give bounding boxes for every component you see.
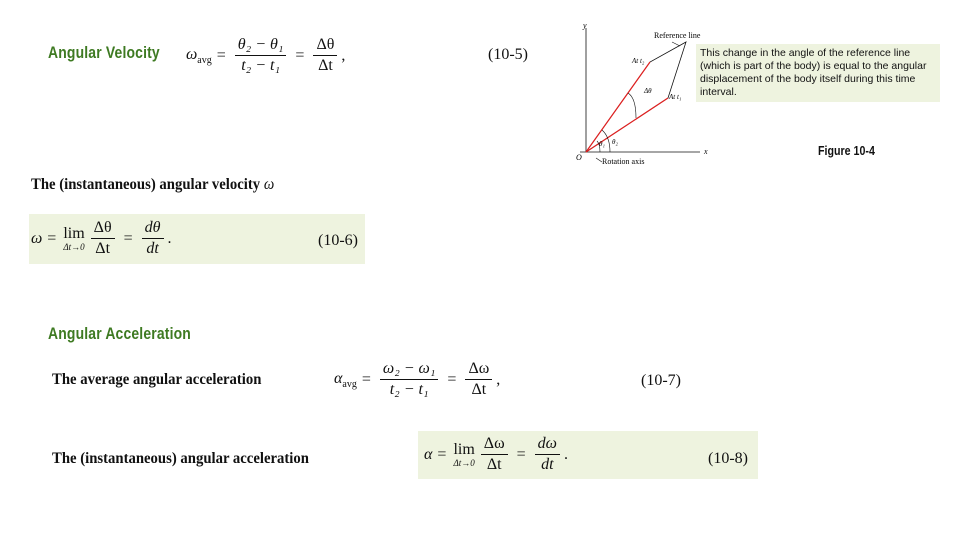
delta-theta-arc	[628, 93, 636, 118]
average-acceleration-text: The average angular acceleration	[52, 371, 262, 388]
figure-caption: Figure 10-4	[818, 143, 875, 158]
delta-theta-label: Δθ	[644, 87, 652, 95]
reference-line-t2	[586, 62, 650, 152]
instantaneous-acceleration-text: The (instantaneous) angular acceleration	[52, 450, 309, 467]
angular-acceleration-heading: Angular Acceleration	[48, 324, 191, 343]
reference-line-pointer	[672, 42, 680, 46]
equation-number: (10-5)	[488, 46, 528, 63]
equation-number: (10-7)	[641, 372, 681, 389]
eq-lhs: $\omega_{avg}$	[186, 45, 212, 66]
figure-note: This change in the angle of the reference line (which is part of the body) is equal to the angular displacement of the body itself during this time interval.	[696, 44, 940, 102]
equation-number: (10-8)	[708, 450, 748, 467]
equation-10-5: $\omega_{avg}$ = $\frac{\text{θ₂ − θ₁}}{\text{t₂ − t₁}}$ = $\frac{\Delta\theta}{\Delta t}$ ,	[186, 36, 346, 75]
reference-line-label: Reference line	[654, 31, 701, 40]
equation-10-6: ω = lim Δt→0 $\frac{\Delta\theta}{\Delta t}$ = $\frac{d\theta}{dt}$ .	[31, 219, 172, 258]
theta2-label: θ₂	[612, 138, 618, 146]
fraction: $\frac{\Delta\theta}{\Delta t}$	[313, 36, 337, 76]
origin-label: O	[576, 153, 582, 162]
x-axis-label: x	[704, 147, 708, 156]
t2-label: At t₂	[632, 57, 645, 65]
equation-number: (10-6)	[318, 232, 358, 249]
equation-10-8: α = lim Δt→0 $\frac{\Delta\omega}{\Delta t}$ = $\frac{d\omega}{dt}$ .	[424, 435, 568, 474]
theta1-label: θ₁	[599, 140, 605, 148]
fraction: $\frac{\text{θ₂ − θ₁}}{\text{t₂ − t₁}}$	[235, 36, 287, 76]
instantaneous-velocity-text: The (instantaneous) angular velocity ω	[31, 176, 275, 193]
rotation-axis-label: Rotation axis	[602, 157, 645, 166]
equation-10-7: $\alpha_{avg}$ = $\frac{\text{ω₂ − ω₁}}{\text{t₂ − t₁}}$ = $\frac{\Delta\omega}{\Delta t}$ ,	[334, 360, 501, 399]
angular-velocity-heading: Angular Velocity	[48, 43, 160, 62]
t1-label: At t₁	[669, 93, 682, 101]
y-axis-label: y	[583, 21, 587, 30]
